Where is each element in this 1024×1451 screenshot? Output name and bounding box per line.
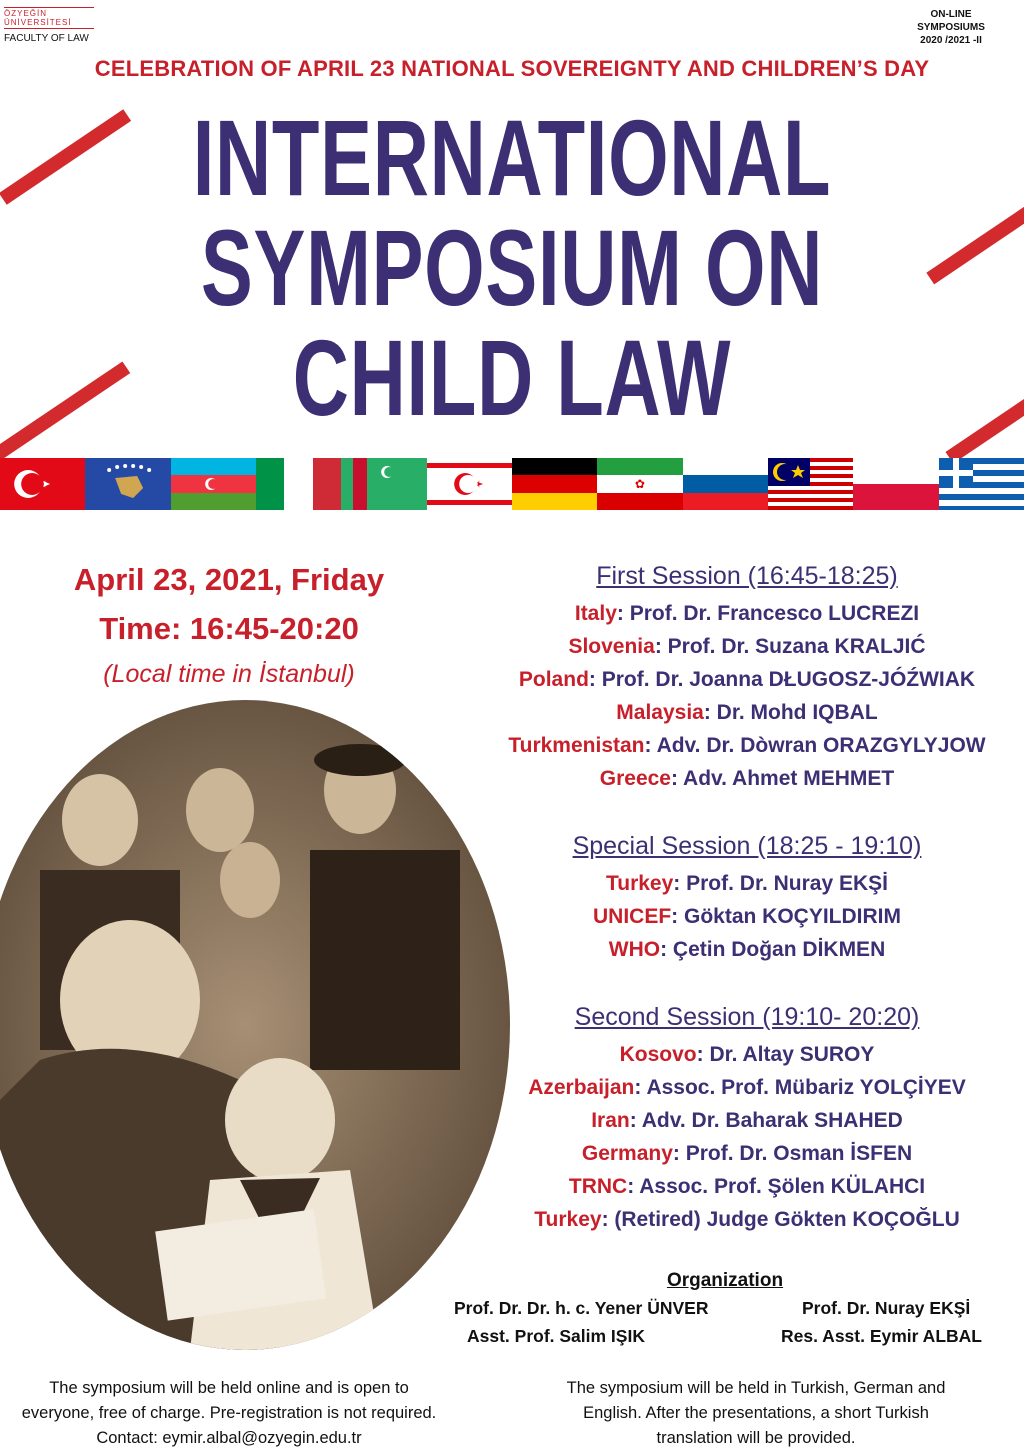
iran-flag: ✿ xyxy=(597,458,682,510)
speaker-country: UNICEF xyxy=(592,905,672,928)
speaker-line xyxy=(470,767,1024,791)
decorative-stripe xyxy=(926,206,1024,285)
decorative-stripe xyxy=(0,361,130,462)
kosovo-flag xyxy=(85,458,170,510)
historical-photo xyxy=(0,700,510,1350)
germany-flag xyxy=(512,458,597,510)
online-symposiums-label: ON-LINE SYMPOSIUMS 2020 /2021 -II xyxy=(917,9,985,46)
contact-email[interactable]: Contact: eymir.albal@ozyegin.edu.tr xyxy=(96,1429,362,1447)
speaker-name: : Çetin Doğan DİKMEN xyxy=(660,938,886,961)
speaker-country: Kosovo xyxy=(619,1043,697,1066)
celebration-heading: CELEBRATION OF APRIL 23 NATIONAL SOVEREIGNTY AND CHILDREN’S DAY xyxy=(94,56,930,81)
speaker-name: : Göktan KOÇYILDIRIM xyxy=(671,905,901,928)
flag-strip xyxy=(0,458,1024,510)
speaker-line xyxy=(470,734,1024,758)
malaysia-flag xyxy=(768,458,853,510)
poland-flag xyxy=(853,458,938,510)
footer-language-note: The symposium will be held in Turkish, German and English. After the presentations, a short Turkish translation will be provided. xyxy=(566,1379,946,1447)
speaker-name: : Prof. Dr. Suzana KRALJIĆ xyxy=(654,635,926,658)
speaker-name: : Assoc. Prof. Şölen KÜLAHCI xyxy=(627,1175,926,1198)
speaker-line xyxy=(470,1142,1024,1166)
second-session-title: Second Session (19:10- 20:20) xyxy=(574,1003,920,1031)
speaker-country: Azerbaijan xyxy=(528,1076,635,1099)
organizer-name: Prof. Dr. Nuray EKŞİ xyxy=(802,1298,971,1318)
speaker-name: : Prof. Dr. Nuray EKŞİ xyxy=(673,872,889,895)
speaker-country: Italy xyxy=(574,602,617,625)
speaker-name: : Prof. Dr. Joanna DŁUGOSZ-JÓŹWIAK xyxy=(588,668,976,691)
speaker-line xyxy=(470,635,1024,659)
decorative-stripe xyxy=(945,390,1024,463)
first-session-title: First Session (16:45-18:25) xyxy=(596,562,898,590)
speaker-country: Poland xyxy=(518,668,589,691)
speaker-name: : (Retired) Judge Gökten KOÇOĞLU xyxy=(601,1208,960,1231)
turkey-flag xyxy=(0,458,85,510)
speaker-line xyxy=(470,1175,1024,1199)
footer-registration-note: The symposium will be held online and is open to everyone, free of charge. Pre-registration is not required. Contact: eymir.albal@ozyegin.edu.tr xyxy=(0,1376,458,1451)
speaker-line xyxy=(470,668,1024,692)
speaker-line xyxy=(470,1109,1024,1133)
university-logo xyxy=(4,6,100,44)
speaker-line xyxy=(470,1076,1024,1100)
speaker-country: Germany xyxy=(581,1142,673,1165)
event-date: April 23, 2021, Friday xyxy=(73,562,385,597)
organizer-name: Asst. Prof. Salim IŞIK xyxy=(467,1326,645,1346)
speaker-line xyxy=(470,1208,1024,1232)
organizer-name: Prof. Dr. Dr. h. c. Yener ÜNVER xyxy=(454,1298,709,1318)
local-time-note: (Local time in İstanbul) xyxy=(103,660,355,688)
speaker-country: Malaysia xyxy=(616,701,704,724)
speaker-country: Turkey xyxy=(605,872,674,895)
speaker-name: : Dr. Mohd IQBAL xyxy=(703,701,878,724)
speaker-country: Greece xyxy=(599,767,671,790)
trnc-flag xyxy=(427,458,512,510)
university-name: ÖZYEĞİN ÜNİVERSİTESİ xyxy=(4,9,72,27)
title-line-2: SYMPOSIUM ON xyxy=(200,207,824,328)
speaker-name: : Assoc. Prof. Mübariz YOLÇİYEV xyxy=(634,1076,966,1099)
turkmenistan-flag xyxy=(341,458,426,510)
greece-flag xyxy=(939,458,1024,510)
speaker-country: TRNC xyxy=(568,1175,628,1198)
azerbaijan-flag xyxy=(171,458,256,510)
speaker-name: : Adv. Ahmet MEHMET xyxy=(671,767,895,790)
speaker-name: : Dr. Altay SUROY xyxy=(696,1043,875,1066)
speaker-name: : Adv. Dr. Dòwran ORAZGYLYJOW xyxy=(644,734,986,757)
speaker-name: : Prof. Dr. Francesco LUCREZI xyxy=(616,602,920,625)
speaker-country: Slovenia xyxy=(568,635,655,658)
organization-title: Organization xyxy=(666,1270,784,1291)
speaker-line xyxy=(470,1043,1024,1067)
speaker-country: WHO xyxy=(608,938,661,961)
speaker-line xyxy=(470,602,1024,626)
special-session-title: Special Session (18:25 - 19:10) xyxy=(572,832,922,860)
speaker-line xyxy=(470,701,1024,725)
speaker-line xyxy=(470,938,1024,962)
organizer-name: Res. Asst. Eymir ALBAL xyxy=(781,1326,982,1346)
speaker-line xyxy=(470,905,1024,929)
speaker-country: Iran xyxy=(591,1109,630,1132)
speaker-name: : Adv. Dr. Baharak SHAHED xyxy=(629,1109,903,1132)
decorative-stripe xyxy=(0,109,131,204)
title-line-1: INTERNATIONAL xyxy=(192,97,832,218)
speaker-country: Turkey xyxy=(534,1208,602,1231)
faculty-name: FACULTY OF LAW xyxy=(4,33,89,44)
event-time: Time: 16:45-20:20 xyxy=(99,611,359,646)
italy-flag xyxy=(256,458,341,510)
speaker-country: Turkmenistan xyxy=(508,734,645,757)
speaker-line xyxy=(470,872,1024,896)
slovenia-flag xyxy=(683,458,768,510)
title-line-3: CHILD LAW xyxy=(292,317,732,438)
speaker-name: : Prof. Dr. Osman İSFEN xyxy=(672,1142,913,1165)
